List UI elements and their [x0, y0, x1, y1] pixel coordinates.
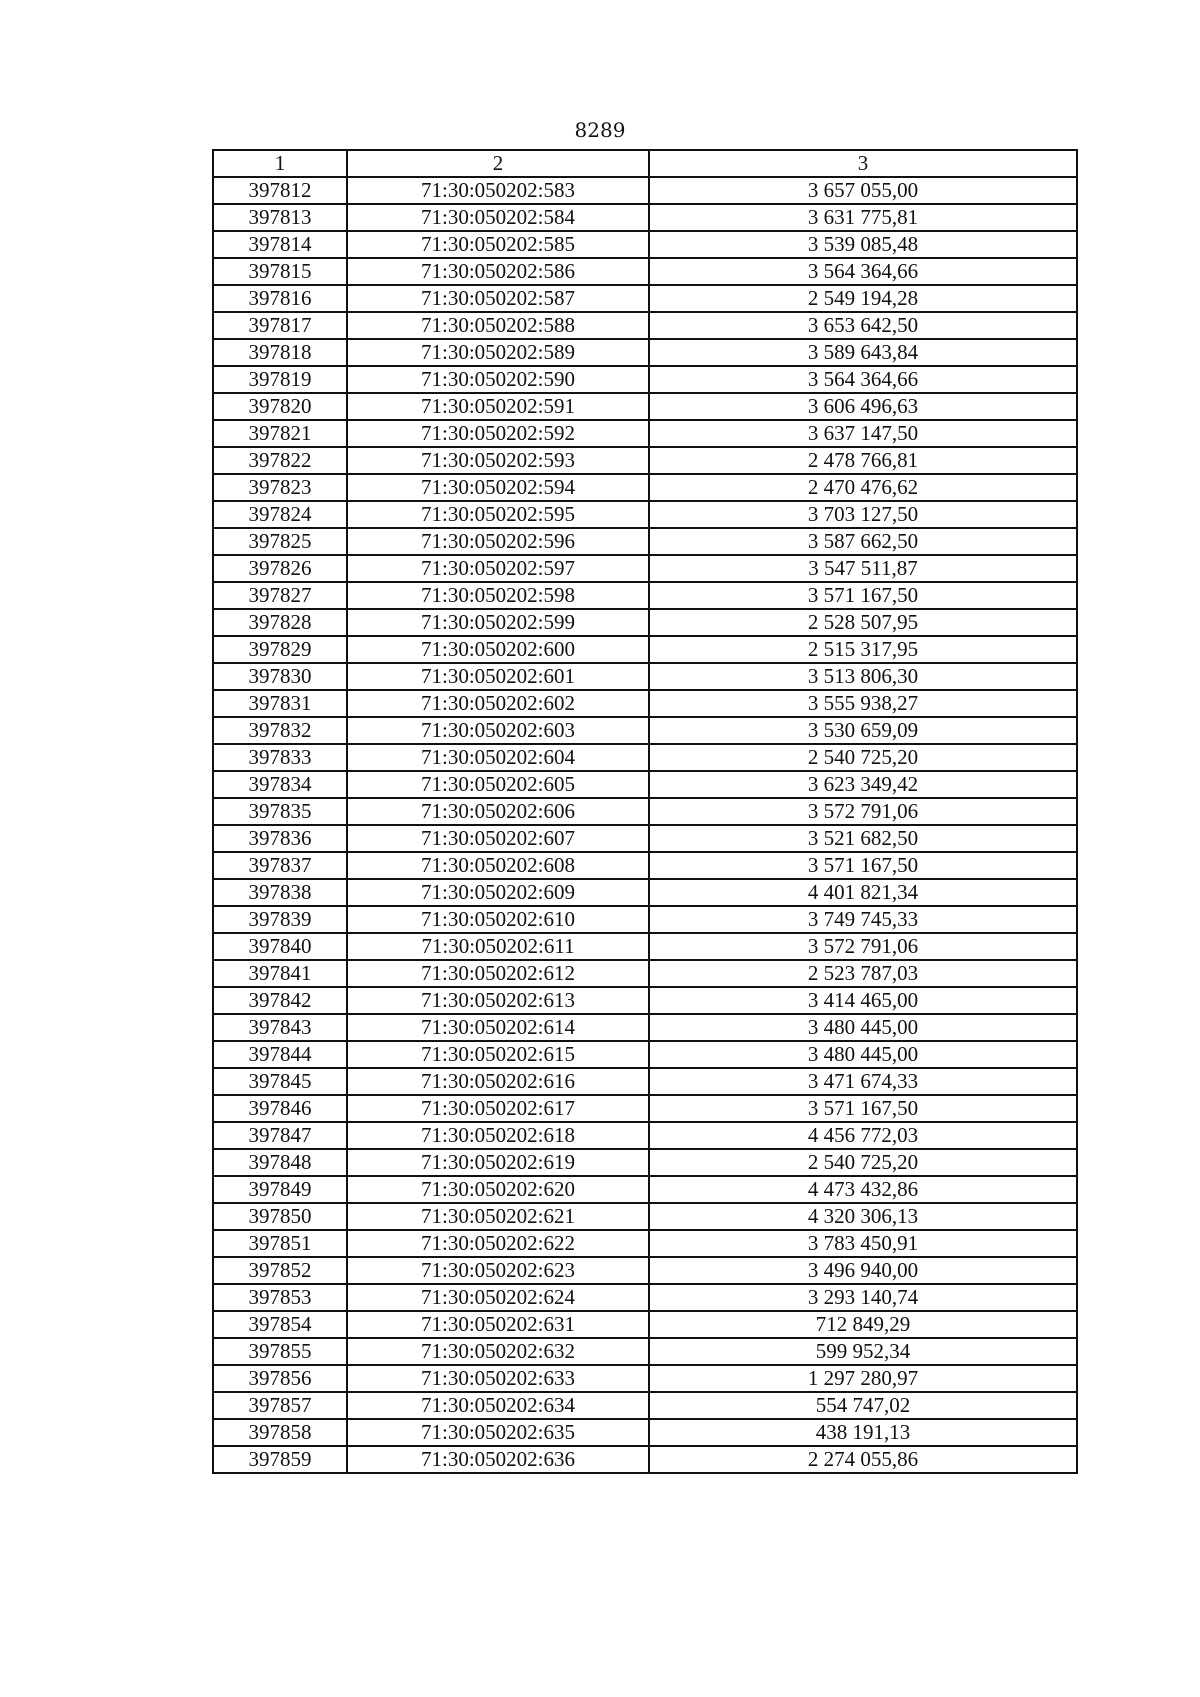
row-number-cell: 397833: [213, 744, 347, 771]
cadastral-value-cell: 2 274 055,86: [649, 1446, 1077, 1473]
cadastral-value-cell: 3 637 147,50: [649, 420, 1077, 447]
cadastral-number-cell: 71:30:050202:619: [347, 1149, 649, 1176]
cadastral-number-cell: 71:30:050202:608: [347, 852, 649, 879]
cadastral-value-cell: 3 555 938,27: [649, 690, 1077, 717]
table-row: [213, 1014, 1077, 1041]
cadastral-number-cell: 71:30:050202:606: [347, 798, 649, 825]
cadastral-value-cell: 3 783 450,91: [649, 1230, 1077, 1257]
cadastral-value-cell: 3 480 445,00: [649, 1041, 1077, 1068]
table-row: [213, 393, 1077, 420]
cadastral-number-cell: 71:30:050202:598: [347, 582, 649, 609]
table-row: [213, 258, 1077, 285]
row-number-cell: 397856: [213, 1365, 347, 1392]
header-cell-3: 3: [649, 150, 1077, 177]
cadastral-value-cell: 3 471 674,33: [649, 1068, 1077, 1095]
row-number-cell: 397839: [213, 906, 347, 933]
cadastral-value-cell: 3 539 085,48: [649, 231, 1077, 258]
row-number-cell: 397854: [213, 1311, 347, 1338]
cadastral-number-cell: 71:30:050202:603: [347, 717, 649, 744]
cadastral-value-cell: 3 571 167,50: [649, 582, 1077, 609]
cadastral-number-cell: 71:30:050202:616: [347, 1068, 649, 1095]
cadastral-number-cell: 71:30:050202:593: [347, 447, 649, 474]
cadastral-number-cell: 71:30:050202:601: [347, 663, 649, 690]
row-number-cell: 397830: [213, 663, 347, 690]
cadastral-number-cell: 71:30:050202:586: [347, 258, 649, 285]
table-row: [213, 717, 1077, 744]
table-row: [213, 1338, 1077, 1365]
table-row: [213, 1203, 1077, 1230]
cadastral-value-cell: 1 297 280,97: [649, 1365, 1077, 1392]
cadastral-value-cell: 3 623 349,42: [649, 771, 1077, 798]
cadastral-value-table: [212, 149, 1078, 1474]
table-row: [213, 1446, 1077, 1473]
row-number-cell: 397831: [213, 690, 347, 717]
row-number-cell: 397855: [213, 1338, 347, 1365]
cadastral-value-cell: 3 293 140,74: [649, 1284, 1077, 1311]
cadastral-value-cell: 2 470 476,62: [649, 474, 1077, 501]
cadastral-number-cell: 71:30:050202:596: [347, 528, 649, 555]
cadastral-value-cell: 712 849,29: [649, 1311, 1077, 1338]
cadastral-value-cell: 3 589 643,84: [649, 339, 1077, 366]
cadastral-number-cell: 71:30:050202:636: [347, 1446, 649, 1473]
cadastral-value-cell: 2 478 766,81: [649, 447, 1077, 474]
cadastral-number-cell: 71:30:050202:594: [347, 474, 649, 501]
table-row: [213, 528, 1077, 555]
row-number-cell: 397815: [213, 258, 347, 285]
cadastral-number-cell: 71:30:050202:623: [347, 1257, 649, 1284]
table-row: [213, 285, 1077, 312]
cadastral-value-cell: 3 414 465,00: [649, 987, 1077, 1014]
table-body: [213, 150, 1077, 1473]
cadastral-value-cell: 3 571 167,50: [649, 1095, 1077, 1122]
table-row: [213, 582, 1077, 609]
table-row: [213, 906, 1077, 933]
row-number-cell: 397838: [213, 879, 347, 906]
cadastral-value-cell: 3 564 364,66: [649, 366, 1077, 393]
cadastral-value-cell: 3 703 127,50: [649, 501, 1077, 528]
cadastral-number-cell: 71:30:050202:622: [347, 1230, 649, 1257]
table-row: [213, 1176, 1077, 1203]
cadastral-value-cell: 3 606 496,63: [649, 393, 1077, 420]
cadastral-number-cell: 71:30:050202:588: [347, 312, 649, 339]
cadastral-number-cell: 71:30:050202:602: [347, 690, 649, 717]
cadastral-value-cell: 2 540 725,20: [649, 1149, 1077, 1176]
table-row: [213, 339, 1077, 366]
cadastral-value-cell: 3 653 642,50: [649, 312, 1077, 339]
table-row: [213, 744, 1077, 771]
cadastral-value-cell: 3 657 055,00: [649, 177, 1077, 204]
cadastral-number-cell: 71:30:050202:612: [347, 960, 649, 987]
cadastral-number-cell: 71:30:050202:592: [347, 420, 649, 447]
table-row: [213, 771, 1077, 798]
table-row: [213, 231, 1077, 258]
cadastral-value-cell: 3 547 511,87: [649, 555, 1077, 582]
cadastral-value-cell: 3 530 659,09: [649, 717, 1077, 744]
cadastral-value-cell: 4 456 772,03: [649, 1122, 1077, 1149]
table-row: [213, 447, 1077, 474]
row-number-cell: 397816: [213, 285, 347, 312]
cadastral-number-cell: 71:30:050202:633: [347, 1365, 649, 1392]
table-row: [213, 1284, 1077, 1311]
table-row: [213, 1149, 1077, 1176]
table-row: [213, 555, 1077, 582]
row-number-cell: 397836: [213, 825, 347, 852]
cadastral-number-cell: 71:30:050202:617: [347, 1095, 649, 1122]
cadastral-value-cell: 4 401 821,34: [649, 879, 1077, 906]
table-row: [213, 663, 1077, 690]
cadastral-number-cell: 71:30:050202:615: [347, 1041, 649, 1068]
cadastral-value-cell: 554 747,02: [649, 1392, 1077, 1419]
cadastral-value-cell: 599 952,34: [649, 1338, 1077, 1365]
table-row: [213, 1122, 1077, 1149]
row-number-cell: 397840: [213, 933, 347, 960]
cadastral-number-cell: 71:30:050202:607: [347, 825, 649, 852]
cadastral-number-cell: 71:30:050202:589: [347, 339, 649, 366]
row-number-cell: 397846: [213, 1095, 347, 1122]
cadastral-value-cell: 2 528 507,95: [649, 609, 1077, 636]
header-row: [213, 150, 1077, 177]
table-row: [213, 690, 1077, 717]
table-row: [213, 1311, 1077, 1338]
row-number-cell: 397845: [213, 1068, 347, 1095]
cadastral-value-cell: 3 631 775,81: [649, 204, 1077, 231]
row-number-cell: 397847: [213, 1122, 347, 1149]
table-row: [213, 474, 1077, 501]
cadastral-number-cell: 71:30:050202:583: [347, 177, 649, 204]
table-row: [213, 420, 1077, 447]
table-row: [213, 798, 1077, 825]
cadastral-number-cell: 71:30:050202:611: [347, 933, 649, 960]
table-row: [213, 609, 1077, 636]
cadastral-value-cell: 3 513 806,30: [649, 663, 1077, 690]
row-number-cell: 397857: [213, 1392, 347, 1419]
cadastral-number-cell: 71:30:050202:604: [347, 744, 649, 771]
table-row: [213, 1257, 1077, 1284]
row-number-cell: 397843: [213, 1014, 347, 1041]
cadastral-number-cell: 71:30:050202:618: [347, 1122, 649, 1149]
table-row: [213, 1392, 1077, 1419]
row-number-cell: 397826: [213, 555, 347, 582]
cadastral-value-cell: 4 320 306,13: [649, 1203, 1077, 1230]
row-number-cell: 397812: [213, 177, 347, 204]
cadastral-number-cell: 71:30:050202:605: [347, 771, 649, 798]
row-number-cell: 397813: [213, 204, 347, 231]
cadastral-value-cell: 2 523 787,03: [649, 960, 1077, 987]
cadastral-value-cell: 3 571 167,50: [649, 852, 1077, 879]
table-row: [213, 204, 1077, 231]
cadastral-value-cell: 3 587 662,50: [649, 528, 1077, 555]
row-number-cell: 397821: [213, 420, 347, 447]
table-row: [213, 852, 1077, 879]
table-row: [213, 636, 1077, 663]
table-row: [213, 177, 1077, 204]
row-number-cell: 397822: [213, 447, 347, 474]
cadastral-number-cell: 71:30:050202:621: [347, 1203, 649, 1230]
table-row: [213, 1419, 1077, 1446]
cadastral-number-cell: 71:30:050202:635: [347, 1419, 649, 1446]
row-number-cell: 397852: [213, 1257, 347, 1284]
table-row: [213, 825, 1077, 852]
row-number-cell: 397814: [213, 231, 347, 258]
cadastral-number-cell: 71:30:050202:597: [347, 555, 649, 582]
cadastral-number-cell: 71:30:050202:634: [347, 1392, 649, 1419]
table-row: [213, 1041, 1077, 1068]
cadastral-number-cell: 71:30:050202:584: [347, 204, 649, 231]
cadastral-number-cell: 71:30:050202:613: [347, 987, 649, 1014]
cadastral-number-cell: 71:30:050202:585: [347, 231, 649, 258]
cadastral-value-cell: 3 564 364,66: [649, 258, 1077, 285]
cadastral-value-cell: 2 549 194,28: [649, 285, 1077, 312]
row-number-cell: 397834: [213, 771, 347, 798]
cadastral-value-cell: 3 496 940,00: [649, 1257, 1077, 1284]
cadastral-number-cell: 71:30:050202:599: [347, 609, 649, 636]
row-number-cell: 397850: [213, 1203, 347, 1230]
cadastral-number-cell: 71:30:050202:590: [347, 366, 649, 393]
table-row: [213, 1068, 1077, 1095]
table-row: [213, 1365, 1077, 1392]
row-number-cell: 397828: [213, 609, 347, 636]
table-row: [213, 1230, 1077, 1257]
cadastral-number-cell: 71:30:050202:600: [347, 636, 649, 663]
row-number-cell: 397851: [213, 1230, 347, 1257]
table-row: [213, 366, 1077, 393]
row-number-cell: 397837: [213, 852, 347, 879]
table-row: [213, 879, 1077, 906]
table-row: [213, 501, 1077, 528]
cadastral-number-cell: 71:30:050202:591: [347, 393, 649, 420]
row-number-cell: 397820: [213, 393, 347, 420]
row-number-cell: 397859: [213, 1446, 347, 1473]
row-number-cell: 397841: [213, 960, 347, 987]
row-number-cell: 397842: [213, 987, 347, 1014]
cadastral-value-cell: 3 480 445,00: [649, 1014, 1077, 1041]
cadastral-number-cell: 71:30:050202:624: [347, 1284, 649, 1311]
cadastral-value-cell: 2 540 725,20: [649, 744, 1077, 771]
page-number: 8289: [574, 118, 626, 142]
row-number-cell: 397858: [213, 1419, 347, 1446]
cadastral-value-cell: 3 572 791,06: [649, 798, 1077, 825]
cadastral-value-cell: 3 521 682,50: [649, 825, 1077, 852]
cadastral-number-cell: 71:30:050202:632: [347, 1338, 649, 1365]
cadastral-number-cell: 71:30:050202:595: [347, 501, 649, 528]
cadastral-value-cell: 438 191,13: [649, 1419, 1077, 1446]
cadastral-value-cell: 4 473 432,86: [649, 1176, 1077, 1203]
row-number-cell: 397817: [213, 312, 347, 339]
table-row: [213, 987, 1077, 1014]
row-number-cell: 397818: [213, 339, 347, 366]
row-number-cell: 397849: [213, 1176, 347, 1203]
row-number-cell: 397827: [213, 582, 347, 609]
cadastral-value-cell: 3 572 791,06: [649, 933, 1077, 960]
table-row: [213, 933, 1077, 960]
table-row: [213, 1095, 1077, 1122]
cadastral-number-cell: 71:30:050202:631: [347, 1311, 649, 1338]
cadastral-number-cell: 71:30:050202:614: [347, 1014, 649, 1041]
row-number-cell: 397825: [213, 528, 347, 555]
table-row: [213, 960, 1077, 987]
header-cell-2: 2: [347, 150, 649, 177]
row-number-cell: 397829: [213, 636, 347, 663]
row-number-cell: 397844: [213, 1041, 347, 1068]
cadastral-number-cell: 71:30:050202:587: [347, 285, 649, 312]
cadastral-value-cell: 3 749 745,33: [649, 906, 1077, 933]
table-row: [213, 312, 1077, 339]
cadastral-number-cell: 71:30:050202:620: [347, 1176, 649, 1203]
cadastral-value-cell: 2 515 317,95: [649, 636, 1077, 663]
cadastral-number-cell: 71:30:050202:610: [347, 906, 649, 933]
header-cell-1: 1: [213, 150, 347, 177]
cadastral-number-cell: 71:30:050202:609: [347, 879, 649, 906]
row-number-cell: 397835: [213, 798, 347, 825]
row-number-cell: 397848: [213, 1149, 347, 1176]
row-number-cell: 397853: [213, 1284, 347, 1311]
row-number-cell: 397832: [213, 717, 347, 744]
row-number-cell: 397824: [213, 501, 347, 528]
row-number-cell: 397819: [213, 366, 347, 393]
row-number-cell: 397823: [213, 474, 347, 501]
